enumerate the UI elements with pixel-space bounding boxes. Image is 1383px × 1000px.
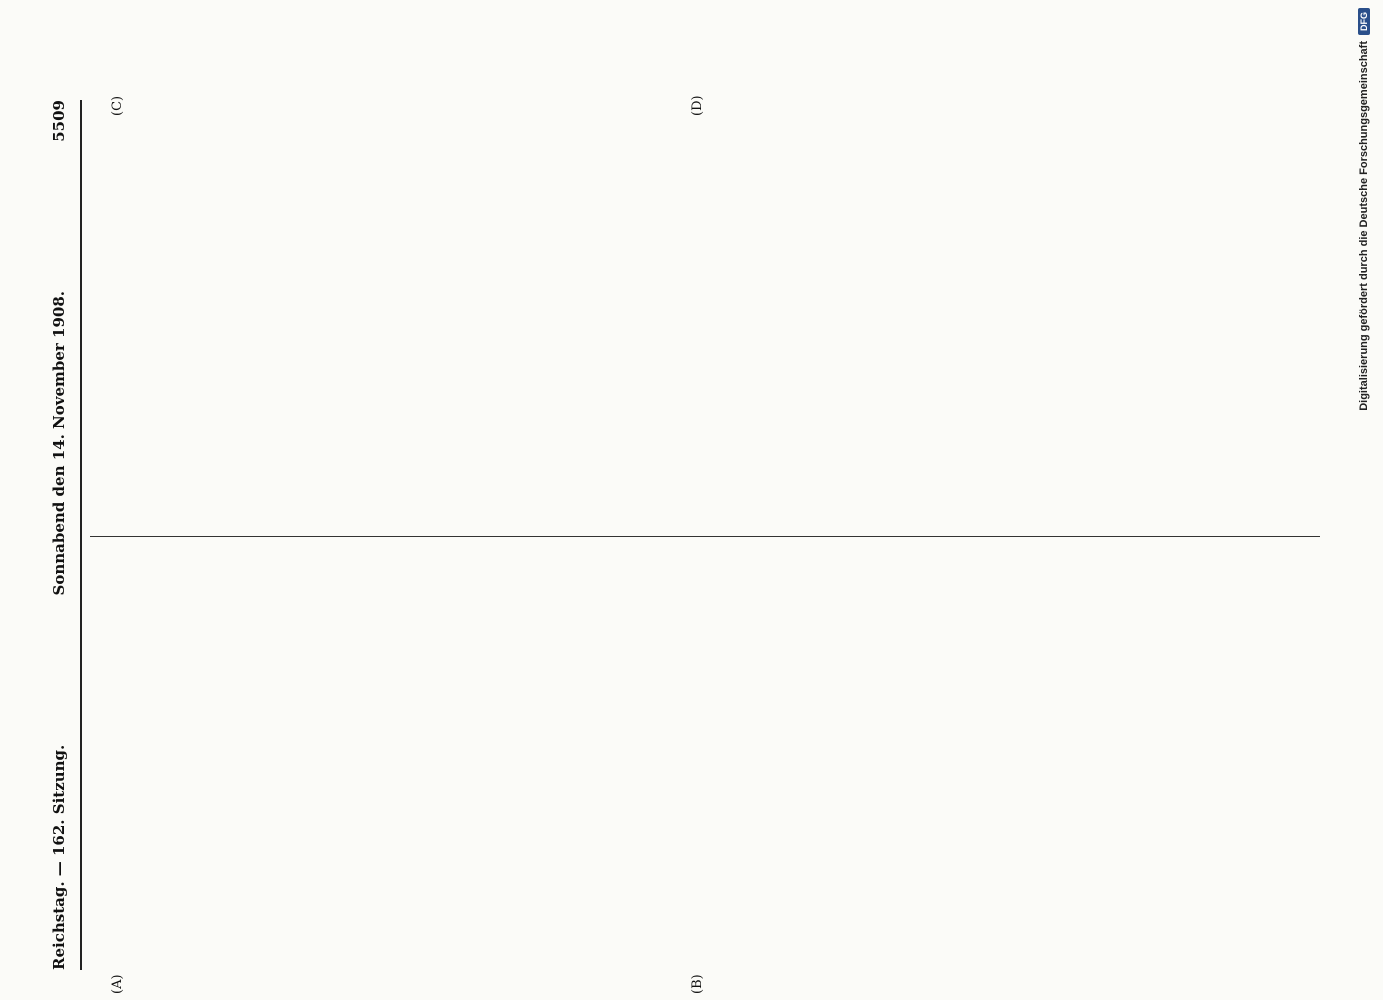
left-column [90,550,1320,970]
session-date: Sonnabend den 14. November 1908. [50,291,68,596]
margin-mark-d: (D) [690,95,705,116]
column-divider [90,536,1320,537]
session-title: Reichstag. — 162. Sitzung. [50,744,68,970]
credit-text: Digitalisierung gefördert durch die Deutsche Forschungsgemeinschaft [1358,41,1370,411]
margin-mark-b: (B) [690,974,705,994]
margin-mark-c: (C) [110,95,125,116]
dfg-logo: DFG [1358,8,1370,35]
document-page [50,80,1330,1000]
page-header [50,100,76,970]
margin-mark-a: (A) [110,974,125,994]
digitization-credit [1352,8,1374,988]
right-column [90,100,1320,520]
page-number: 5509 [50,100,68,142]
header-rule [80,100,82,970]
